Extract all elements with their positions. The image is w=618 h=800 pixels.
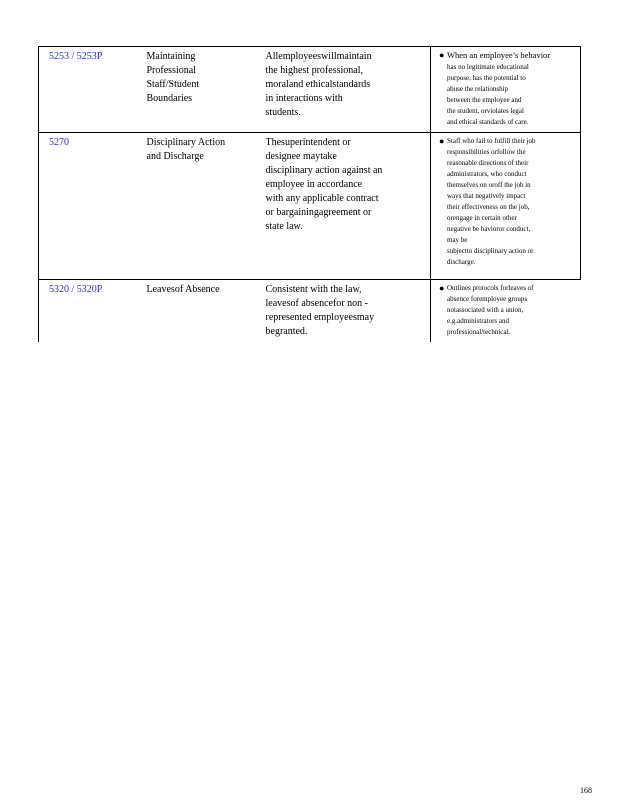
policy-note: Outlines protocols forleaves of absence foremployee groups notassociated with a union, e.g.administrators and professional/technical.	[447, 284, 534, 336]
policy-title: Leavesof Absence	[146, 284, 220, 295]
policy-title: Disciplinary Action and Discharge	[146, 137, 226, 162]
policy-code: 5253 / 5253P	[49, 51, 103, 62]
list-item	[435, 283, 577, 338]
policy-description: Consistent with the law, leavesof absencefor non - represented employeesmay begranted.	[265, 284, 375, 337]
policy-code: 5270	[49, 137, 69, 148]
policy-notes-cell	[431, 280, 581, 342]
policy-title: Maintaining Professional Staff/Student Boundaries	[146, 51, 200, 104]
table-row	[39, 47, 581, 133]
policy-code-cell	[39, 280, 137, 342]
policy-description-cell	[260, 280, 431, 342]
policy-description: Thesuperintendent or designee maytake disciplinary action against an employee in accordance with any applicable contract or bargainingagreement or state law.	[265, 137, 383, 232]
table-row	[39, 133, 581, 280]
policy-note-lead: When an employee’s behavior	[447, 50, 551, 60]
policy-notes-cell	[431, 47, 581, 133]
policy-description: Allemployeeswillmaintain the highest professional, moraland ethicalstandards in interactions with students.	[265, 51, 372, 118]
bullet-icon: ●	[439, 50, 445, 60]
table-row	[39, 280, 581, 342]
bullet-icon: ●	[439, 136, 445, 146]
policy-note: Staff who fail to fulfill their job responsibilities orfollow the reasonable directions of their administrators, who conduct themselves on oroff the job in ways that negatively impact their effectiveness on the job, orengage in certain other negative be havioror conduct, may be subjectto disciplinary action or discharge.	[447, 137, 536, 266]
policy-table	[38, 46, 581, 342]
policy-note-rest: has no legitimate educational purpose, has the potential to abuse the relationship between the employee and the student, orviolates legal and ethical standards of care.	[447, 63, 529, 126]
policy-title-cell	[137, 280, 260, 342]
policy-code: 5320 / 5320P	[49, 284, 103, 295]
bullet-icon: ●	[439, 283, 445, 293]
policy-title-cell	[137, 133, 260, 280]
page-number: 168	[580, 786, 592, 795]
policy-description-cell	[260, 133, 431, 280]
list-item	[435, 50, 576, 128]
policy-title-cell	[137, 47, 260, 133]
policy-note	[447, 50, 576, 128]
list-item	[435, 136, 576, 268]
policy-code-cell	[39, 133, 137, 280]
policy-description-cell	[260, 47, 431, 133]
policy-code-cell	[39, 47, 137, 133]
policy-notes-cell	[431, 133, 581, 280]
